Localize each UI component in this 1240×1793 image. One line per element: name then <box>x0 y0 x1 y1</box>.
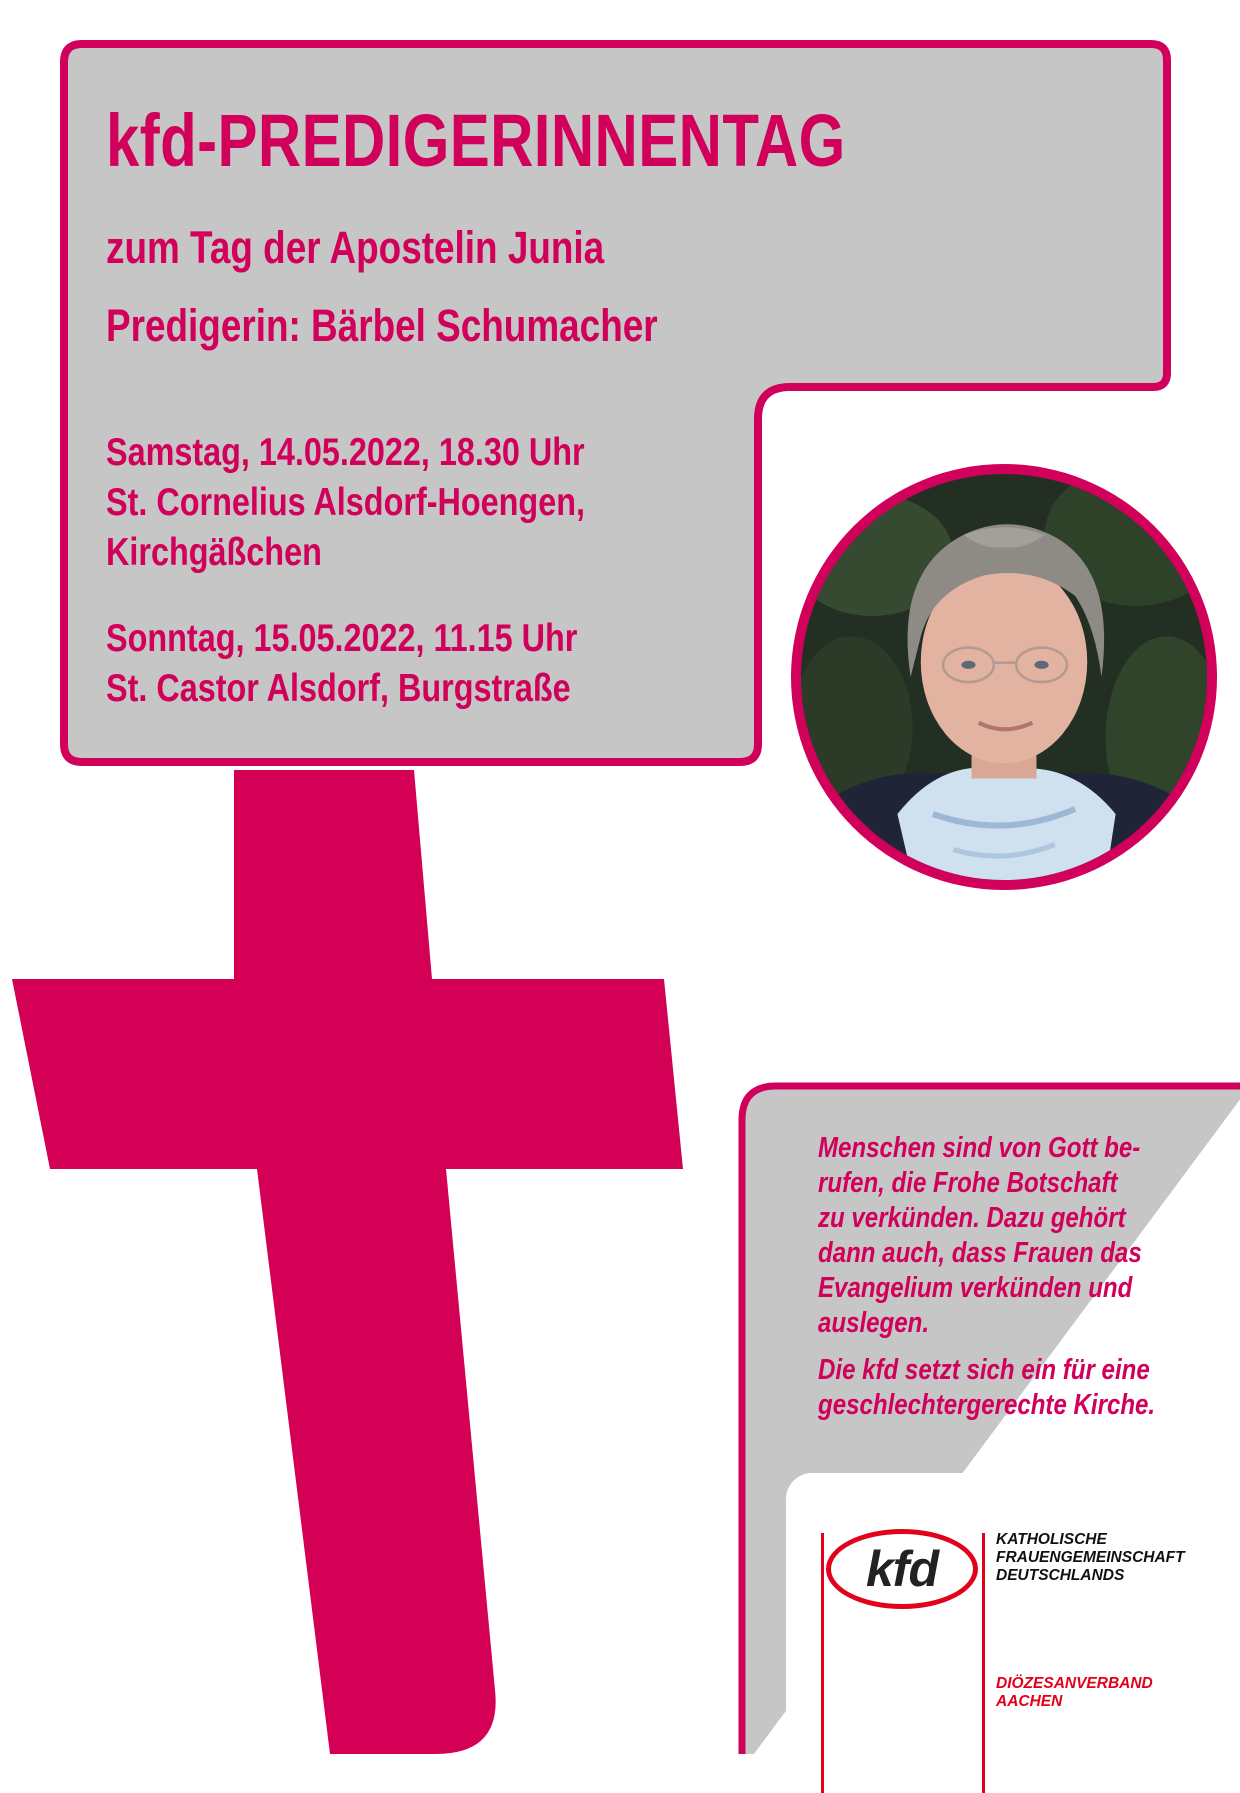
quote-line: zu verkünden. Dazu gehört <box>818 1202 1126 1234</box>
spacer <box>818 1341 1208 1353</box>
org-line: KATHOLISCHE <box>996 1531 1107 1548</box>
quote-line: Evangelium verkünden und <box>818 1272 1133 1304</box>
quote-line: Die kfd setzt sich ein für eine <box>818 1354 1150 1386</box>
kfd-logo-mark <box>826 1529 978 1609</box>
quote-line: Menschen sind von Gott be- <box>818 1132 1141 1164</box>
logo-rule-mid <box>982 1533 985 1793</box>
quote-text <box>818 1131 1208 1423</box>
event-date: Samstag, 14.05.2022, 18.30 Uhr <box>106 431 585 474</box>
event-place: St. Castor Alsdorf, Burgstraße <box>106 667 571 710</box>
diocese-line: DIÖZESANVERBAND <box>996 1675 1153 1692</box>
quote-line: dann auch, dass Frauen das <box>818 1237 1142 1269</box>
diocese-name <box>996 1675 1153 1711</box>
preacher-name: Predigerin: Bärbel Schumacher <box>106 300 658 351</box>
event-saturday <box>106 428 585 578</box>
event-place: Kirchgäßchen <box>106 531 322 574</box>
cross-icon <box>12 770 683 1754</box>
event-date: Sonntag, 15.05.2022, 11.15 Uhr <box>106 617 578 660</box>
quote-line: rufen, die Frohe Botschaft <box>818 1167 1118 1199</box>
org-line: FRAUENGEMEINSCHAFT <box>996 1549 1185 1566</box>
portrait-frame <box>791 464 1217 890</box>
organisation-name <box>996 1531 1185 1585</box>
event-place: St. Cornelius Alsdorf-Hoengen, <box>106 481 585 524</box>
kfd-logo-block <box>786 1473 1240 1773</box>
org-line: DEUTSCHLANDS <box>996 1567 1125 1584</box>
event-sunday <box>106 614 577 714</box>
quote-line: auslegen. <box>818 1307 930 1339</box>
page-title: kfd-PREDIGERINNENTAG <box>106 99 846 182</box>
portrait-photo <box>801 474 1207 880</box>
diocese-line: AACHEN <box>996 1693 1063 1710</box>
quote-line: geschlechtergerechte Kirche. <box>818 1389 1156 1421</box>
logo-rule-left <box>821 1533 824 1793</box>
event-subtitle: zum Tag der Apostelin Junia <box>106 222 605 273</box>
kfd-logo-text: kfd <box>866 1541 938 1597</box>
